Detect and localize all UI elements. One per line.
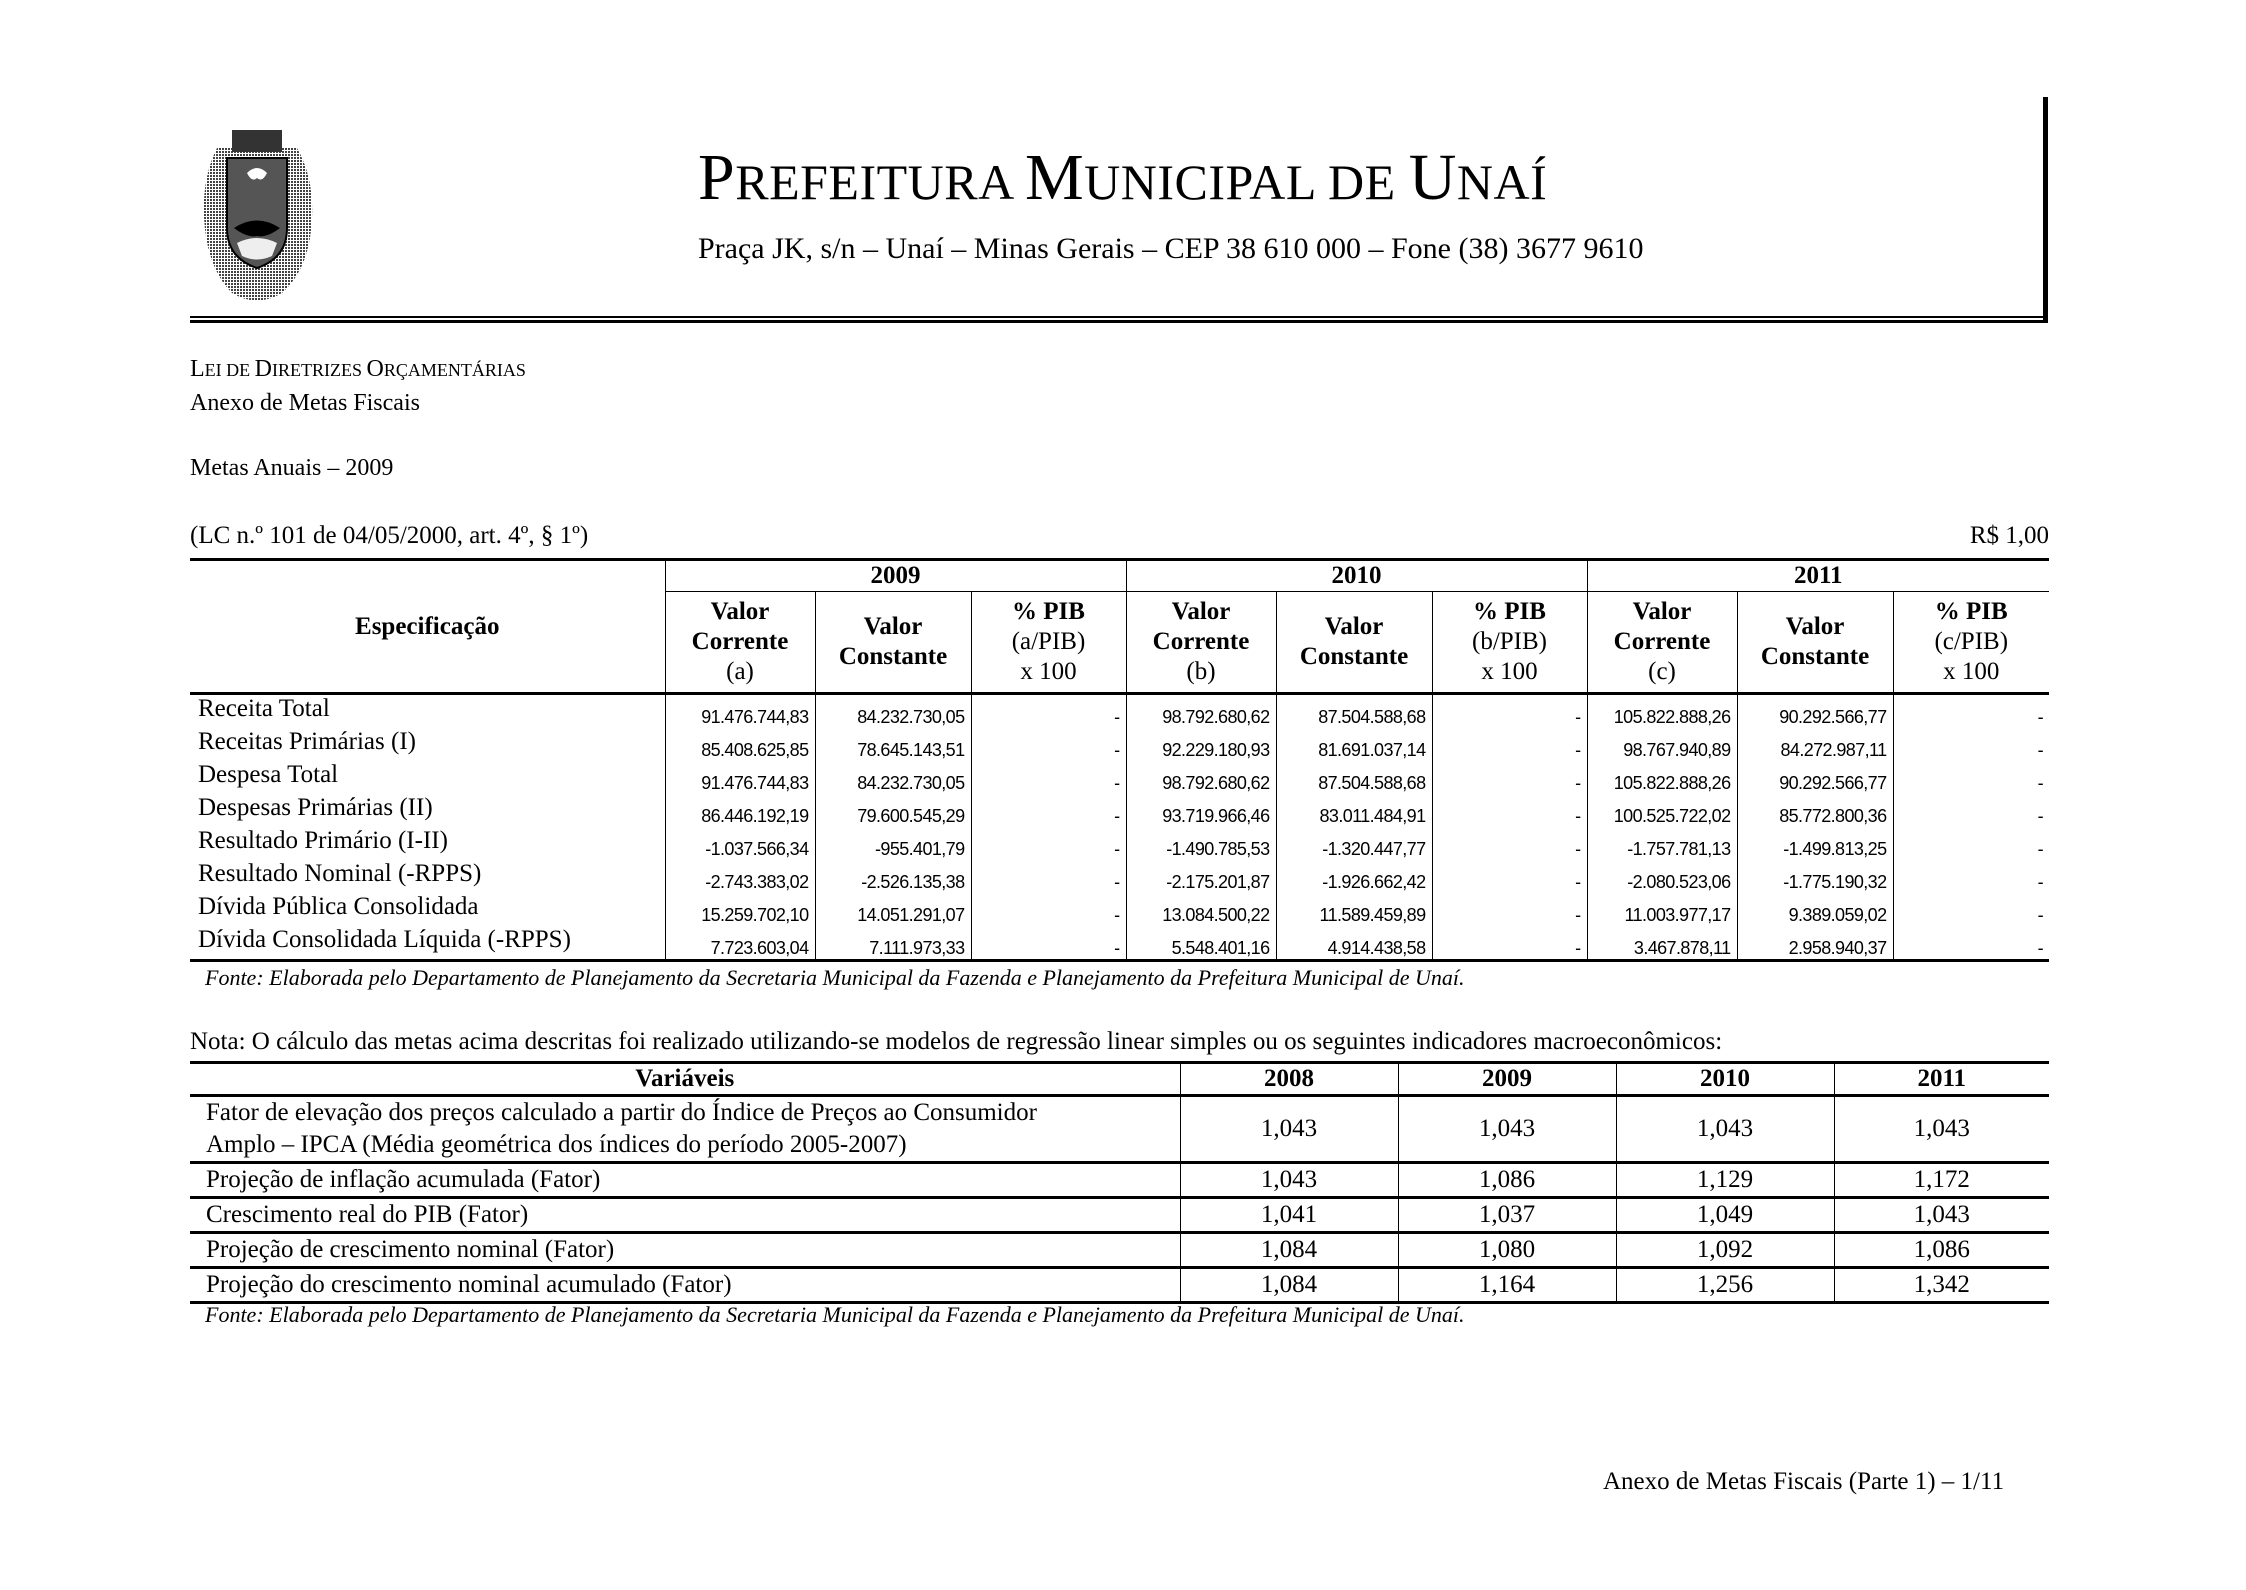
- value-cell: 98.767.940,89: [1587, 728, 1737, 761]
- row-label: Dívida Pública Consolidada: [198, 893, 479, 920]
- value-cell: -: [1432, 860, 1587, 893]
- value-cell: -: [1893, 728, 2049, 761]
- value-cell: -: [971, 728, 1126, 761]
- value-cell: -: [1893, 794, 2049, 827]
- value-cell: -: [1893, 694, 2049, 729]
- value-cell: 1,037: [1398, 1198, 1616, 1233]
- value-cell: -2.743.383,02: [665, 860, 815, 893]
- title-capital: O: [366, 356, 384, 382]
- value-cell: 105.822.888,26: [1587, 694, 1737, 729]
- row-label: [190, 1163, 1180, 1198]
- table-row: [190, 728, 2049, 761]
- value-cell: -: [971, 761, 1126, 794]
- value-cell: 7.111.973,33: [815, 926, 971, 961]
- value-cell: 7.723.603,04: [665, 926, 815, 961]
- column-header-line: x 100: [1020, 658, 1077, 685]
- value-cell: 3.467.878,11: [1587, 926, 1737, 961]
- column-header: [1587, 592, 1737, 694]
- value-cell: 1,043: [1616, 1096, 1834, 1163]
- value-cell: -2.526.135,38: [815, 860, 971, 893]
- table-row: [190, 1233, 2049, 1268]
- value-cell: 84.232.730,05: [815, 761, 971, 794]
- value-cell: 1,049: [1616, 1198, 1834, 1233]
- title-smallcaps: NAÍ: [1456, 154, 1548, 210]
- column-header: [665, 592, 815, 694]
- column-header-line: (c): [1648, 658, 1676, 685]
- value-cell: -2.080.523,06: [1587, 860, 1737, 893]
- column-header: 2009: [1398, 1063, 1616, 1096]
- title-smallcaps: REFEITURA: [735, 154, 1025, 210]
- column-header: [1737, 592, 1893, 694]
- value-cell: 15.259.702,10: [665, 893, 815, 926]
- value-cell: -2.175.201,87: [1126, 860, 1276, 893]
- value-cell: 85.772.800,36: [1737, 794, 1893, 827]
- value-cell: -1.320.447,77: [1276, 827, 1432, 860]
- value-cell: 92.229.180,93: [1126, 728, 1276, 761]
- column-header-line: x 100: [1481, 658, 1538, 685]
- value-cell: 1,084: [1180, 1233, 1398, 1268]
- column-header-line: Corrente: [691, 628, 789, 655]
- value-cell: 2.958.940,37: [1737, 926, 1893, 961]
- value-cell: 1,080: [1398, 1233, 1616, 1268]
- column-header-line: Constante: [1760, 643, 1870, 670]
- value-cell: -: [1432, 827, 1587, 860]
- column-header: [1432, 592, 1587, 694]
- title-capital: D: [254, 356, 272, 382]
- value-cell: -: [971, 926, 1126, 961]
- value-cell: 11.003.977,17: [1587, 893, 1737, 926]
- title-smallcaps: IRETRIZES: [272, 360, 367, 380]
- row-label: Despesas Primárias (II): [198, 794, 433, 821]
- column-header-line: Valor: [1785, 613, 1845, 640]
- column-header: [1276, 592, 1432, 694]
- row-label-line: Projeção do crescimento nominal acumulado (Fator): [206, 1271, 732, 1298]
- value-cell: 4.914.438,58: [1276, 926, 1432, 961]
- header-frame-right: [2043, 97, 2048, 323]
- column-header: [971, 592, 1126, 694]
- value-cell: 91.476.744,83: [665, 761, 815, 794]
- value-cell: 1,256: [1616, 1268, 1834, 1303]
- value-cell: 79.600.545,29: [815, 794, 971, 827]
- value-cell: -: [1893, 860, 2049, 893]
- value-cell: -: [971, 827, 1126, 860]
- section-title: Metas Anuais – 2009: [190, 455, 394, 481]
- title-capital: M: [1024, 141, 1085, 214]
- column-header-line: % PIB: [1012, 598, 1085, 625]
- title-smallcaps: UNICIPAL: [1084, 154, 1329, 210]
- title-smallcaps: DE: [1328, 154, 1409, 210]
- value-cell: 84.272.987,11: [1737, 728, 1893, 761]
- table-row: [190, 827, 2049, 860]
- row-label: Despesa Total: [198, 761, 339, 788]
- value-cell: 93.719.966,46: [1126, 794, 1276, 827]
- page-title: [698, 140, 1547, 216]
- column-header-line: % PIB: [1473, 598, 1546, 625]
- column-header-line: (a): [726, 658, 754, 685]
- column-header: [1126, 592, 1276, 694]
- value-cell: 1,129: [1616, 1163, 1834, 1198]
- table1-source-note: Fonte: Elaborada pelo Departamento de Planejamento da Secretaria Municipal da Fazenda e Planejamento da Prefeitura Municipal de Unaí.: [205, 965, 1465, 990]
- value-cell: 1,092: [1616, 1233, 1834, 1268]
- value-cell: 1,043: [1180, 1163, 1398, 1198]
- column-header: [1893, 592, 2049, 694]
- table-row: [190, 1096, 2049, 1163]
- row-label-line: Projeção de crescimento nominal (Fator): [206, 1236, 615, 1263]
- value-cell: 83.011.484,91: [1276, 794, 1432, 827]
- title-capital: U: [1408, 141, 1457, 214]
- value-cell: 1,041: [1180, 1198, 1398, 1233]
- value-cell: 1,164: [1398, 1268, 1616, 1303]
- value-cell: 11.589.459,89: [1276, 893, 1432, 926]
- column-header: 2011: [1834, 1063, 2049, 1096]
- value-cell: -: [1432, 794, 1587, 827]
- header-especificacao: Especificação: [190, 560, 665, 694]
- column-header-line: (a/PIB): [1011, 628, 1086, 655]
- value-cell: 78.645.143,51: [815, 728, 971, 761]
- legal-reference: (LC n.º 101 de 04/05/2000, art. 4º, § 1º): [190, 522, 589, 549]
- law-title: [190, 356, 526, 383]
- value-cell: -1.757.781,13: [1587, 827, 1737, 860]
- table2-source-note: Fonte: Elaborada pelo Departamento de Planejamento da Secretaria Municipal da Fazenda e Planejamento da Prefeitura Municipal de Unaí.: [205, 1302, 1465, 1327]
- value-cell: -: [971, 794, 1126, 827]
- annual-targets-table: [190, 558, 2049, 962]
- column-header: 2010: [1616, 1063, 1834, 1096]
- value-cell: 98.792.680,62: [1126, 694, 1276, 729]
- value-cell: -1.037.566,34: [665, 827, 815, 860]
- row-label-line: Projeção de inflação acumulada (Fator): [206, 1166, 601, 1193]
- coat-of-arms-icon: [192, 118, 322, 308]
- value-cell: -: [1432, 893, 1587, 926]
- column-header: 2008: [1180, 1063, 1398, 1096]
- column-header-line: Constante: [838, 643, 948, 670]
- value-cell: -: [971, 860, 1126, 893]
- table-row: [190, 1198, 2049, 1233]
- column-header-line: Valor: [710, 598, 770, 625]
- value-cell: 84.232.730,05: [815, 694, 971, 729]
- column-header-line: (b/PIB): [1472, 628, 1547, 655]
- value-cell: -: [971, 694, 1126, 729]
- value-cell: 1,043: [1834, 1198, 2049, 1233]
- value-cell: 98.792.680,62: [1126, 761, 1276, 794]
- value-cell: 1,043: [1834, 1096, 2049, 1163]
- column-header-line: Valor: [1632, 598, 1692, 625]
- value-cell: -: [1893, 827, 2049, 860]
- value-cell: 14.051.291,07: [815, 893, 971, 926]
- value-cell: 87.504.588,68: [1276, 694, 1432, 729]
- row-label-line: Amplo – IPCA (Média geométrica dos índices do período 2005-2007): [206, 1131, 907, 1158]
- title-smallcaps: EI DE: [204, 360, 255, 380]
- value-cell: 81.691.037,14: [1276, 728, 1432, 761]
- value-cell: -1.775.190,32: [1737, 860, 1893, 893]
- value-cell: -1.499.813,25: [1737, 827, 1893, 860]
- table-row: [190, 893, 2049, 926]
- value-cell: 100.525.722,02: [1587, 794, 1737, 827]
- row-label: Receitas Primárias (I): [198, 728, 416, 755]
- column-header-line: x 100: [1943, 658, 2000, 685]
- table-row: [190, 1268, 2049, 1303]
- value-cell: 9.389.059,02: [1737, 893, 1893, 926]
- value-cell: 1,172: [1834, 1163, 2049, 1198]
- table-row: [190, 1163, 2049, 1198]
- header-frame-bottom: [190, 316, 2047, 323]
- value-cell: 1,084: [1180, 1268, 1398, 1303]
- column-header-line: Corrente: [1613, 628, 1711, 655]
- value-cell: -1.926.662,42: [1276, 860, 1432, 893]
- row-label: Dívida Consolidada Líquida (-RPPS): [190, 926, 665, 961]
- methodology-note: Nota: O cálculo das metas acima descritas foi realizado utilizando-se modelos de regressão linear simples ou os seguintes indicadores macroeconômicos:: [190, 1028, 1723, 1055]
- table-row: [190, 761, 2049, 794]
- header-year: 2011: [1587, 560, 2049, 592]
- annex-title: Anexo de Metas Fiscais: [190, 390, 420, 416]
- value-cell: -1.490.785,53: [1126, 827, 1276, 860]
- header-year: 2010: [1126, 560, 1587, 592]
- value-cell: 87.504.588,68: [1276, 761, 1432, 794]
- title-smallcaps: RÇAMENTÁRIAS: [383, 360, 526, 380]
- value-cell: 105.822.888,26: [1587, 761, 1737, 794]
- header-year: 2009: [665, 560, 1126, 592]
- value-cell: -: [1893, 893, 2049, 926]
- value-cell: 5.548.401,16: [1126, 926, 1276, 961]
- row-label: [190, 1198, 1180, 1233]
- table-row: [190, 694, 2049, 729]
- row-label: Resultado Primário (I-II): [198, 827, 448, 854]
- row-label: [190, 1268, 1180, 1303]
- value-cell: 1,342: [1834, 1268, 2049, 1303]
- value-cell: -: [1893, 761, 2049, 794]
- value-cell: 1,043: [1398, 1096, 1616, 1163]
- value-cell: -: [1432, 728, 1587, 761]
- row-label-line: Crescimento real do PIB (Fator): [206, 1201, 529, 1228]
- column-header-line: Constante: [1299, 643, 1409, 670]
- value-cell: -: [1432, 761, 1587, 794]
- value-cell: 1,086: [1834, 1233, 2049, 1268]
- address-line: Praça JK, s/n – Unaí – Minas Gerais – CEP 38 610 000 – Fone (38) 3677 9610: [698, 232, 1644, 265]
- value-cell: 90.292.566,77: [1737, 761, 1893, 794]
- value-cell: -: [1432, 694, 1587, 729]
- value-cell: 1,043: [1180, 1096, 1398, 1163]
- macro-indicators-table: [190, 1061, 2049, 1304]
- column-header: [815, 592, 971, 694]
- page-footer: Anexo de Metas Fiscais (Parte 1) – 1/11: [1603, 1468, 2005, 1495]
- column-header: Variáveis: [190, 1063, 1180, 1096]
- value-cell: 13.084.500,22: [1126, 893, 1276, 926]
- row-label: Resultado Nominal (-RPPS): [198, 860, 482, 887]
- title-capital: L: [190, 356, 205, 382]
- column-header-line: Valor: [863, 613, 923, 640]
- row-label: [190, 1233, 1180, 1268]
- value-cell: 85.408.625,85: [665, 728, 815, 761]
- title-capital: P: [698, 141, 736, 214]
- table-row: [190, 926, 2049, 961]
- row-label: Receita Total: [198, 695, 330, 722]
- value-cell: -: [1893, 926, 2049, 961]
- column-header-line: Corrente: [1152, 628, 1250, 655]
- value-cell: 1,086: [1398, 1163, 1616, 1198]
- currency-unit: R$ 1,00: [1969, 522, 2049, 549]
- value-cell: -955.401,79: [815, 827, 971, 860]
- table-row: [190, 794, 2049, 827]
- column-header-line: (b): [1186, 658, 1216, 685]
- column-header-line: Valor: [1171, 598, 1231, 625]
- value-cell: -: [971, 893, 1126, 926]
- column-header-line: Valor: [1324, 613, 1384, 640]
- value-cell: 86.446.192,19: [665, 794, 815, 827]
- table-row: [190, 860, 2049, 893]
- column-header-line: % PIB: [1934, 598, 2008, 625]
- value-cell: 90.292.566,77: [1737, 694, 1893, 729]
- value-cell: -: [1432, 926, 1587, 961]
- column-header-line: (c/PIB): [1934, 628, 2009, 655]
- value-cell: 91.476.744,83: [665, 694, 815, 729]
- row-label-line: Fator de elevação dos preços calculado a partir do Índice de Preços ao Consumidor: [206, 1099, 1037, 1126]
- row-label: [190, 1096, 1180, 1163]
